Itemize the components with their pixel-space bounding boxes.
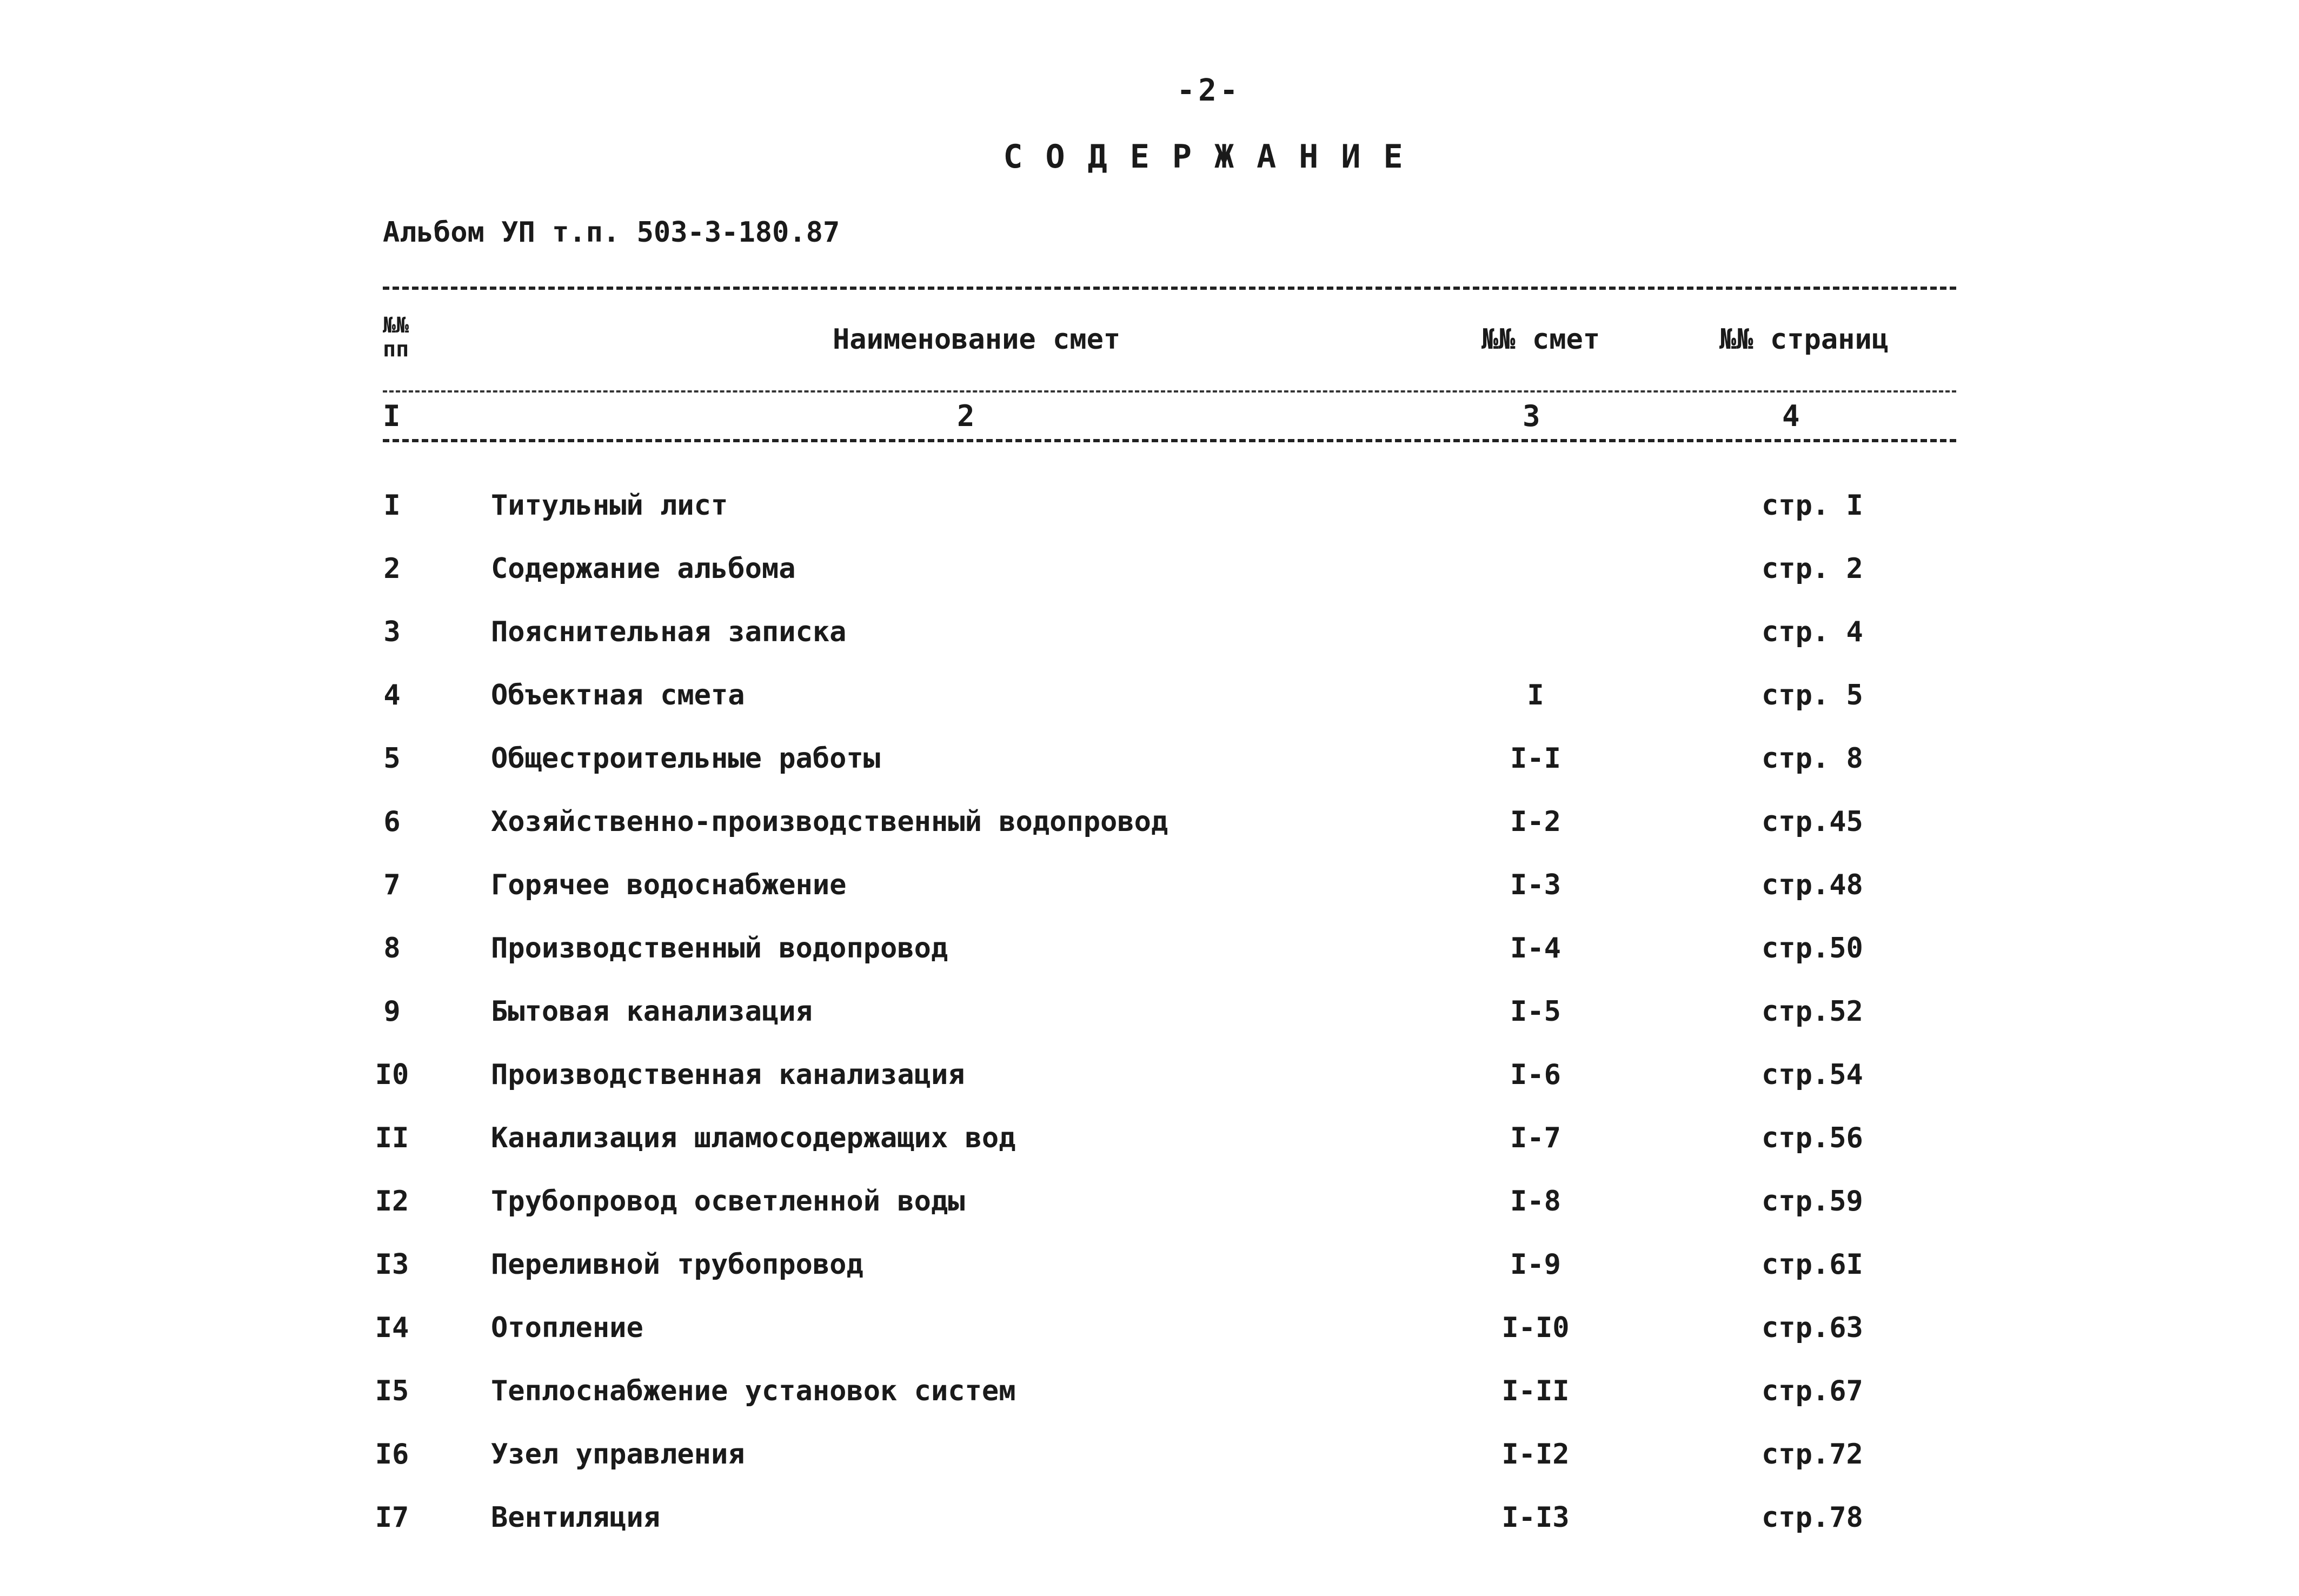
table-row: [0, 869, 2299, 912]
row-number: 4: [383, 679, 401, 711]
row-page: стр.78: [1762, 1501, 1863, 1534]
row-number: 9: [383, 995, 401, 1028]
row-name: Объектная смета: [491, 679, 745, 711]
row-name: Производственная канализация: [491, 1059, 965, 1091]
row-name: Производственный водопровод: [491, 932, 948, 965]
row-code: I-9: [1510, 1248, 1561, 1281]
row-code: I-2: [1510, 806, 1561, 838]
row-name: Бытовая канализация: [491, 995, 813, 1028]
row-page: стр. 8: [1762, 742, 1863, 775]
row-code: I: [1527, 679, 1544, 711]
row-number: I3: [375, 1248, 409, 1281]
page-title: СОДЕРЖАНИЕ: [1003, 138, 1426, 176]
row-name: Переливной трубопровод: [491, 1248, 863, 1281]
table-row: [0, 1059, 2299, 1102]
row-page: стр.72: [1762, 1438, 1863, 1471]
row-number: 6: [383, 806, 401, 838]
row-number: I6: [375, 1438, 409, 1471]
table-row: [0, 489, 2299, 533]
row-page: стр.59: [1762, 1185, 1863, 1218]
row-name: Узел управления: [491, 1438, 745, 1471]
row-code: I-4: [1510, 932, 1561, 965]
column-number-rule: [383, 439, 1956, 442]
row-code: I-3: [1510, 869, 1561, 901]
row-page: стр. 5: [1762, 679, 1863, 711]
row-number: I7: [375, 1501, 409, 1534]
table-row: [0, 1185, 2299, 1228]
row-code: I-8: [1510, 1185, 1561, 1218]
row-page: стр.50: [1762, 932, 1863, 965]
column-number-4: 4: [1782, 399, 1800, 433]
column-number-3: 3: [1523, 399, 1540, 433]
row-name: Хозяйственно-производственный водопровод: [491, 806, 1168, 838]
row-page: стр.63: [1762, 1312, 1863, 1344]
row-name: Содержание альбома: [491, 553, 796, 585]
row-code: I-I: [1510, 742, 1561, 775]
row-number: I0: [375, 1059, 409, 1091]
row-page: стр.52: [1762, 995, 1863, 1028]
row-number: 3: [383, 616, 401, 648]
table-row: [0, 995, 2299, 1039]
header-num: №№ пп: [383, 313, 409, 362]
row-page: стр.45: [1762, 806, 1863, 838]
table-row: [0, 742, 2299, 786]
row-number: 2: [383, 553, 401, 585]
page-number: -2-: [1177, 73, 1241, 108]
table-row: [0, 553, 2299, 596]
top-rule: [383, 287, 1956, 290]
row-page: стр. 2: [1762, 553, 1863, 585]
row-name: Пояснительная записка: [491, 616, 847, 648]
row-code: I-5: [1510, 995, 1561, 1028]
row-name: Титульный лист: [491, 489, 728, 522]
row-code: I-I0: [1501, 1312, 1570, 1344]
row-name: Канализация шламосодержащих вод: [491, 1122, 1016, 1154]
row-code: I-I2: [1501, 1438, 1570, 1471]
table-row: [0, 616, 2299, 659]
row-name: Теплоснабжение установок систем: [491, 1375, 1016, 1407]
header-smeta: №№ смет: [1481, 323, 1600, 356]
column-number-1: I: [383, 399, 401, 433]
row-code: I-6: [1510, 1059, 1561, 1091]
row-code: I-II: [1501, 1375, 1570, 1407]
header-rule: [383, 390, 1956, 393]
row-number: 5: [383, 742, 401, 775]
table-row: [0, 1122, 2299, 1165]
album-reference: Альбом УП т.п. 503-3-180.87: [383, 216, 840, 249]
row-page: стр.54: [1762, 1059, 1863, 1091]
row-name: Горячее водоснабжение: [491, 869, 847, 901]
column-number-2: 2: [957, 399, 975, 433]
table-row: [0, 932, 2299, 975]
row-name: Вентиляция: [491, 1501, 661, 1534]
row-number: 7: [383, 869, 401, 901]
table-row: [0, 1248, 2299, 1292]
header-name: Наименование смет: [833, 323, 1121, 356]
row-number: I5: [375, 1375, 409, 1407]
row-page: стр.48: [1762, 869, 1863, 901]
row-name: Трубопровод осветленной воды: [491, 1185, 965, 1218]
table-row: [0, 1501, 2299, 1545]
table-row: [0, 679, 2299, 722]
table-row: [0, 1312, 2299, 1355]
row-name: Общестроительные работы: [491, 742, 881, 775]
row-number: I: [383, 489, 401, 522]
table-row: [0, 1375, 2299, 1418]
table-row: [0, 806, 2299, 849]
row-number: 8: [383, 932, 401, 965]
row-page: стр.56: [1762, 1122, 1863, 1154]
row-page: стр.6I: [1762, 1248, 1863, 1281]
row-code: I-I3: [1501, 1501, 1570, 1534]
row-name: Отопление: [491, 1312, 643, 1344]
header-pages: №№ страниц: [1719, 323, 1889, 356]
row-page: стр. 4: [1762, 616, 1863, 648]
row-number: I2: [375, 1185, 409, 1218]
row-page: стр. I: [1762, 489, 1863, 522]
row-code: I-7: [1510, 1122, 1561, 1154]
row-page: стр.67: [1762, 1375, 1863, 1407]
table-row: [0, 1438, 2299, 1481]
row-number: I4: [375, 1312, 409, 1344]
row-number: II: [375, 1122, 409, 1154]
